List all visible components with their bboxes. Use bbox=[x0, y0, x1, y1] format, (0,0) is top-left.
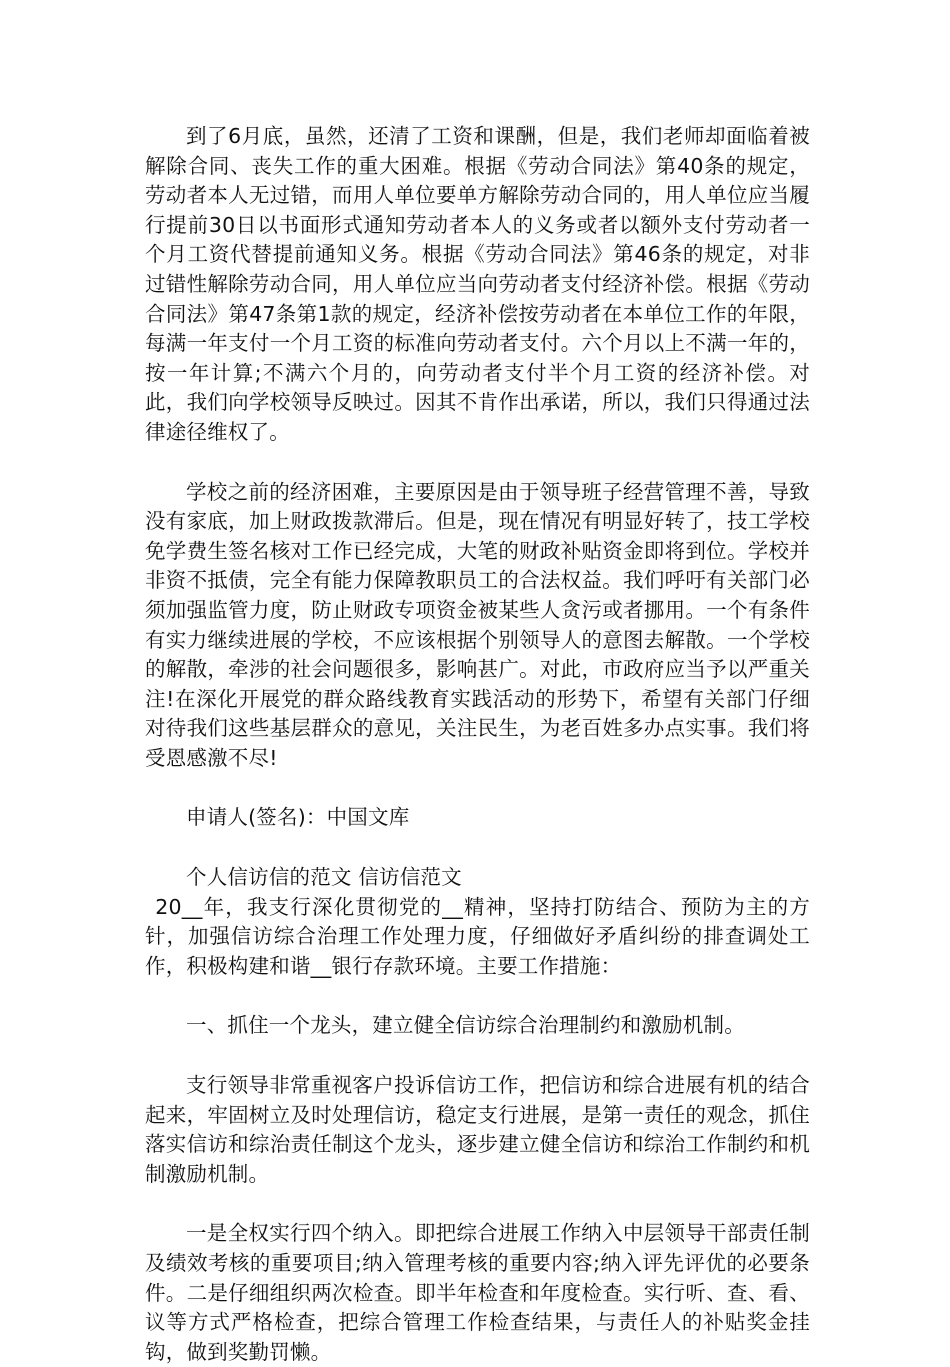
paragraph-intro-measures: 20__年，我支行深化贯彻党的__精神，坚持打防结合、预防为主的方针，加强信访综合治理工作处理力度，仔细做好矛盾纠纷的排查调处工作，积极构建和谐__银行存款环境。主要工作措施： bbox=[145, 894, 810, 978]
paragraph-labor-contract: 到了6月底，虽然，还清了工资和课酬，但是，我们老师却面临着被解除合同、丧失工作的重大困难。根据《劳动合同法》第40条的规定，劳动者本人无过错，而用人单位要单方解除劳动合同的，用人单位应当履行提前30日以书面形式通知劳动者本人的义务或者以额外支付劳动者一个月工资代替提前通知义务。根据《劳动合同法》第46条的规定，对非过错性解除劳动合同，用人单位应当向劳动者支付经济补偿。根据《劳动合同法》第47条第1款的规定，经济补偿按劳动者在本单位工作的年限，每满一年支付一个月工资的标准向劳动者支付。六个月以上不满一年的，按一年计算;不满六个月的，向劳动者支付半个月工资的经济补偿。对此，我们向学校领导反映过。因其不肯作出承诺，所以，我们只得通过法律途径维权了。 bbox=[145, 124, 810, 444]
paragraph-four-inclusions: 一是全权实行四个纳入。即把综合进展工作纳入中层领导干部责任制及绩效考核的重要项目;纳入管理考核的重要内容;纳入评先评优的必要条件。二是仔细组织两次检查。即半年检查和年度检查。实行听、查、看、议等方式严格检查，把综合管理工作检查结果，与责任人的补贴奖金挂钩，做到奖勤罚懒。 bbox=[145, 1221, 810, 1364]
document-body bbox=[145, 122, 810, 1367]
paragraph-leadership: 支行领导非常重视客户投诉信访工作，把信访和综合进展有机的结合起来，牢固树立及时处理信访，稳定支行进展，是第一责任的观念，抓住落实信访和综治责任制这个龙头，逐步建立健全信访和综治工作制约和机制激励机制。 bbox=[145, 1073, 810, 1186]
paragraph-measure-one: 一、抓住一个龙头，建立健全信访综合治理制约和激励机制。 bbox=[186, 1013, 745, 1038]
applicant-signature-line: 申请人(签名)：中国文库 bbox=[186, 805, 410, 830]
section-heading: 个人信访信的范文 信访信范文 bbox=[186, 865, 462, 890]
paragraph-school-finances: 学校之前的经济困难，主要原因是由于领导班子经营管理不善，导致没有家底，加上财政拨款滞后。但是，现在情况有明显好转了，技工学校免学费生签名核对工作已经完成，大笔的财政补贴资金即将到位。学校并非资不抵债，完全有能力保障教职员工的合法权益。我们呼吁有关部门必须加强监管力度，防止财政专项资金被某些人贪污或者挪用。一个有条件有实力继续进展的学校，不应该根据个别领导人的意图去解散。一个学校的解散，牵涉的社会问题很多，影响甚广。对此，市政府应当予以严重关注!在深化开展党的群众路线教育实践活动的形势下，希望有关部门仔细对待我们这些基层群众的意见，关注民生，为老百姓多办点实事。我们将受恩感激不尽! bbox=[145, 479, 810, 770]
